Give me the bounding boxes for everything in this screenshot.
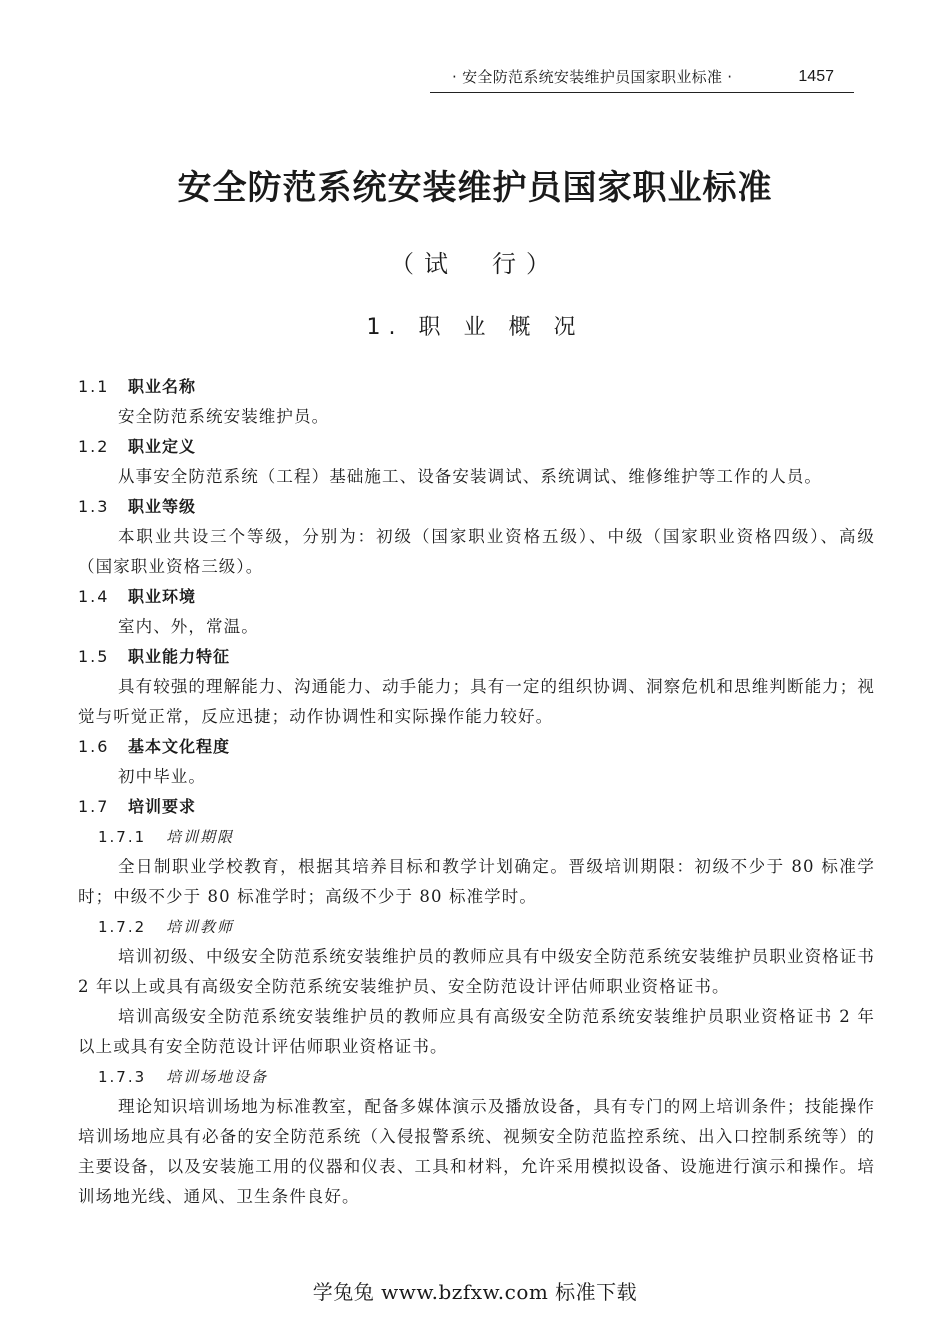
section-number: 1.7 (78, 797, 110, 816)
section-title: 职业名称 (128, 377, 197, 396)
section-number: 1.1 (78, 377, 110, 396)
section-paragraph-1-5: 具有较强的理解能力、沟通能力、动手能力；具有一定的组织协调、洞察危机和思维判断能力；视觉与听觉正常，反应迅捷；动作协调性和实际操作能力较好。 (78, 677, 875, 726)
section-heading-1-2 (78, 432, 875, 462)
section-heading-1-7 (78, 792, 875, 822)
running-header (430, 66, 854, 93)
subsection-title: 培训场地设备 (166, 1068, 269, 1086)
section-heading-1-1 (78, 372, 875, 402)
section-number: 1.6 (78, 737, 110, 756)
footer-watermark: 学兔兔 www.bzfxw.com 标准下载 (312, 1280, 638, 1304)
subsection-paragraph-1-7-1: 全日制职业学校教育，根据其培养目标和教学计划确定。晋级培训期限：初级不少于 80 标准学时；中级不少于 80 标准学时；高级不少于 80 标准学时。 (78, 857, 875, 906)
section-title: 职业环境 (128, 587, 197, 606)
section-heading-1-4 (78, 582, 875, 612)
subsection-number: 1.7.3 (98, 1068, 147, 1086)
section-number: 1.3 (78, 497, 110, 516)
section-number: 1.4 (78, 587, 110, 606)
section-heading-1-3 (78, 492, 875, 522)
document-subtitle: （试 行） (390, 250, 560, 278)
section-paragraph-1-4: 室内、外，常温。 (118, 617, 259, 636)
section-title: 职业能力特征 (128, 647, 231, 666)
section-title: 职业等级 (128, 497, 197, 516)
document-body (78, 372, 875, 1212)
section-title: 培训要求 (128, 797, 197, 816)
section-title: 基本文化程度 (128, 737, 231, 756)
section-heading-1-6 (78, 732, 875, 762)
chapter-heading: 1. 职 业 概 况 (366, 315, 584, 340)
subsection-heading-1-7-3 (78, 1062, 875, 1092)
page-number: 1457 (798, 68, 834, 85)
subsection-number: 1.7.1 (98, 828, 147, 846)
section-number: 1.5 (78, 647, 110, 666)
subsection-heading-1-7-2 (78, 912, 875, 942)
section-title: 职业定义 (128, 437, 197, 456)
section-paragraph-1-2: 从事安全防范系统（工程）基础施工、设备安装调试、系统调试、维修维护等工作的人员。 (118, 467, 822, 486)
section-paragraph-1-6: 初中毕业。 (118, 767, 206, 786)
section-paragraph-1-1: 安全防范系统安装维护员。 (118, 407, 330, 426)
subsection-paragraph-1-7-2-b: 培训高级安全防范系统安装维护员的教师应具有高级安全防范系统安装维护员职业资格证书 2 年以上或具有安全防范设计评估师职业资格证书。 (78, 1007, 875, 1056)
document-title: 安全防范系统安装维护员国家职业标准 (177, 168, 773, 208)
subsection-title: 培训期限 (166, 828, 235, 846)
subsection-paragraph-1-7-2-a: 培训初级、中级安全防范系统安装维护员的教师应具有中级安全防范系统安装维护员职业资格证书 2 年以上或具有高级安全防范系统安装维护员、安全防范设计评估师职业资格证书。 (78, 947, 875, 996)
section-paragraph-1-3: 本职业共设三个等级，分别为：初级（国家职业资格五级）、中级（国家职业资格四级）、高级（国家职业资格三级）。 (78, 527, 875, 576)
subsection-title: 培训教师 (166, 918, 235, 936)
subsection-number: 1.7.2 (98, 918, 147, 936)
running-header-title: · 安全防范系统安装维护员国家职业标准 · (452, 68, 733, 86)
subsection-paragraph-1-7-3: 理论知识培训场地为标准教室，配备多媒体演示及播放设备，具有专门的网上培训条件；技能操作培训场地应具有必备的安全防范系统（入侵报警系统、视频安全防范监控系统、出入口控制系统等）的主要设备，以及安装施工用的仪器和仪表、工具和材料，允许采用模拟设备、设施进行演示和操作。培训场地光线、通风、卫生条件良好。 (78, 1097, 875, 1206)
section-heading-1-5 (78, 642, 875, 672)
section-number: 1.2 (78, 437, 110, 456)
subsection-heading-1-7-1 (78, 822, 875, 852)
